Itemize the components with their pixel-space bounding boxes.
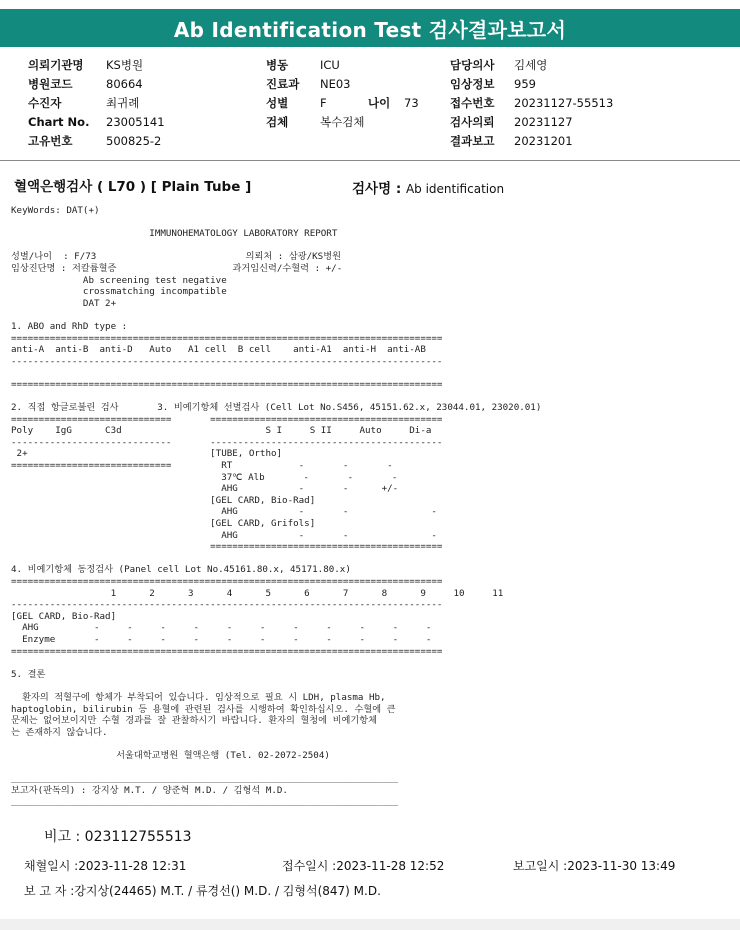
request-date-value: 20231127 bbox=[514, 115, 573, 129]
bottom-strip bbox=[0, 919, 740, 930]
receipt-no-label: 접수번호 bbox=[450, 96, 495, 110]
doctor-label: 담당의사 bbox=[450, 58, 495, 72]
test-name-value: Ab identification bbox=[405, 182, 505, 196]
department-value: NE03 bbox=[320, 77, 351, 91]
reporter-value: 강지상(24465) M.T. / 류경선() M.D. / 김형석(847) M.D. bbox=[74, 884, 381, 898]
unique-no-label: 고유번호 bbox=[28, 134, 73, 148]
unique-no-value: 500825-2 bbox=[106, 134, 162, 148]
reporter-label: 보 고 자 : bbox=[24, 884, 75, 898]
ward-value: ICU bbox=[320, 58, 340, 72]
receive-label: 접수일시 : bbox=[282, 859, 337, 873]
hospital-code-label: 병원코드 bbox=[28, 77, 73, 91]
info-col-2 bbox=[250, 56, 440, 152]
info-col-1 bbox=[0, 56, 250, 152]
result-date-label: 결과보고 bbox=[450, 134, 495, 148]
hospital-name-value: KS병원 bbox=[106, 58, 144, 72]
department-label: 진료과 bbox=[266, 77, 300, 91]
note-label: 비고 : bbox=[44, 829, 81, 845]
sex-label: 성별 bbox=[266, 96, 289, 110]
reporter-row bbox=[24, 882, 381, 899]
hospital-name-label: 의뢰기관명 bbox=[28, 58, 84, 72]
chart-no-value: 23005141 bbox=[106, 115, 165, 129]
collect-label: 채혈일시 : bbox=[24, 859, 79, 873]
lab-report-body: KeyWords: DAT(+) IMMUNOHEMATOLOGY LABORATORY REPORT 성별/나이 : F/73 의뢰처 : 삼광/KS병원 임상진단명 : 저칼륨혈증 과거임신력/수혈력 : +/- Ab screening test negative crossmatching incompatible DAT 2+ 1. ABO and RhD type : ============================================================================== anti-A anti-B anti-D Auto A1 cell B cell anti-A1 anti-H anti-AB ------------------------------------------------------------------------------ ============================================================================== 2. 직접 항글로불린 검사 3. 비예기항체 선별검사 (Cell Lot No.S456, 45151.62.x, 23044.01, 23020.01) ============================= ========================================== Poly IgG C3d S I S II Auto Di-a ----------------------------- ------------------------------------------ 2+ [TUBE, Ortho] ============================= RT - - - 37℃ Alb - - - AHG - - +/- [GEL CARD, Bio-Rad] AHG - - - [GEL CARD, Grifols] AHG - - - ========================================== 4. 비예기항체 동정검사 (Panel cell Lot No.45161.80.x, 45171.80.x) ============================================================================== 1 2 3 4 5 6 7 8 9 10 11 ------------------------------------------------------------------------------ [GEL CARD, Bio-Rad] AHG - - - - - - - - - - - Enzyme - - - - - - - - - - - ============================================================================== 5. 결론 환자의 적혈구에 항체가 부착되어 있습니다. 임상적으로 필요 시 LDH, plasma Hb, haptoglobin, bilirubin 등 용혈에 관련된 검사를 시행하여 확인하십시오. 수혈에 큰 문제는 없어보이지만 수혈 경과를 잘 관찰하시기 바랍니다. 환자의 혈청에 비예기항체 는 존재하지 않습니다. 서울대학교병원 혈액은행 (Tel. 02-2072-2504) ______________________________________________________________________ 보고자(판독의) : 강지상 M.T. / 양준혁 M.D. / 김형석 M.D. ______________________________________________________________________ bbox=[11, 205, 542, 808]
result-date-value: 20231201 bbox=[514, 134, 573, 148]
note-row bbox=[44, 826, 192, 846]
header-divider bbox=[0, 160, 740, 161]
specimen-value: 복수검체 bbox=[320, 115, 365, 129]
sex-value: F bbox=[320, 96, 327, 110]
doctor-value: 김세영 bbox=[514, 58, 548, 72]
test-name bbox=[352, 177, 504, 197]
clinical-info-label: 임상정보 bbox=[450, 77, 495, 91]
age-value: 73 bbox=[404, 96, 419, 110]
request-date-label: 검사의뢰 bbox=[450, 115, 495, 129]
ward-label: 병동 bbox=[266, 58, 289, 72]
patient-value: 최귀례 bbox=[106, 96, 140, 110]
info-col-3 bbox=[440, 56, 740, 152]
receive-value: 2023-11-28 12:52 bbox=[336, 859, 445, 873]
report-value: 2023-11-30 13:49 bbox=[567, 859, 676, 873]
chart-no-label: Chart No. bbox=[28, 115, 90, 129]
age-label: 나이 bbox=[368, 96, 391, 110]
collect-value: 2023-11-28 12:31 bbox=[78, 859, 187, 873]
section-title: 혈액은행검사 ( L70 ) [ Plain Tube ] bbox=[14, 179, 252, 195]
report-time bbox=[513, 857, 675, 874]
receipt-no-value: 20231127-55513 bbox=[514, 96, 614, 110]
test-name-label: 검사명 : bbox=[352, 181, 402, 197]
note-value: 023112755513 bbox=[84, 829, 192, 845]
receive-time bbox=[282, 857, 444, 874]
clinical-info-value: 959 bbox=[514, 77, 536, 91]
specimen-label: 검체 bbox=[266, 115, 289, 129]
report-title: Ab Identification Test 검사결과보고서 bbox=[0, 9, 740, 47]
patient-label: 수진자 bbox=[28, 96, 62, 110]
report-label: 보고일시 : bbox=[513, 859, 568, 873]
hospital-code-value: 80664 bbox=[106, 77, 143, 91]
collect-time bbox=[24, 857, 186, 874]
